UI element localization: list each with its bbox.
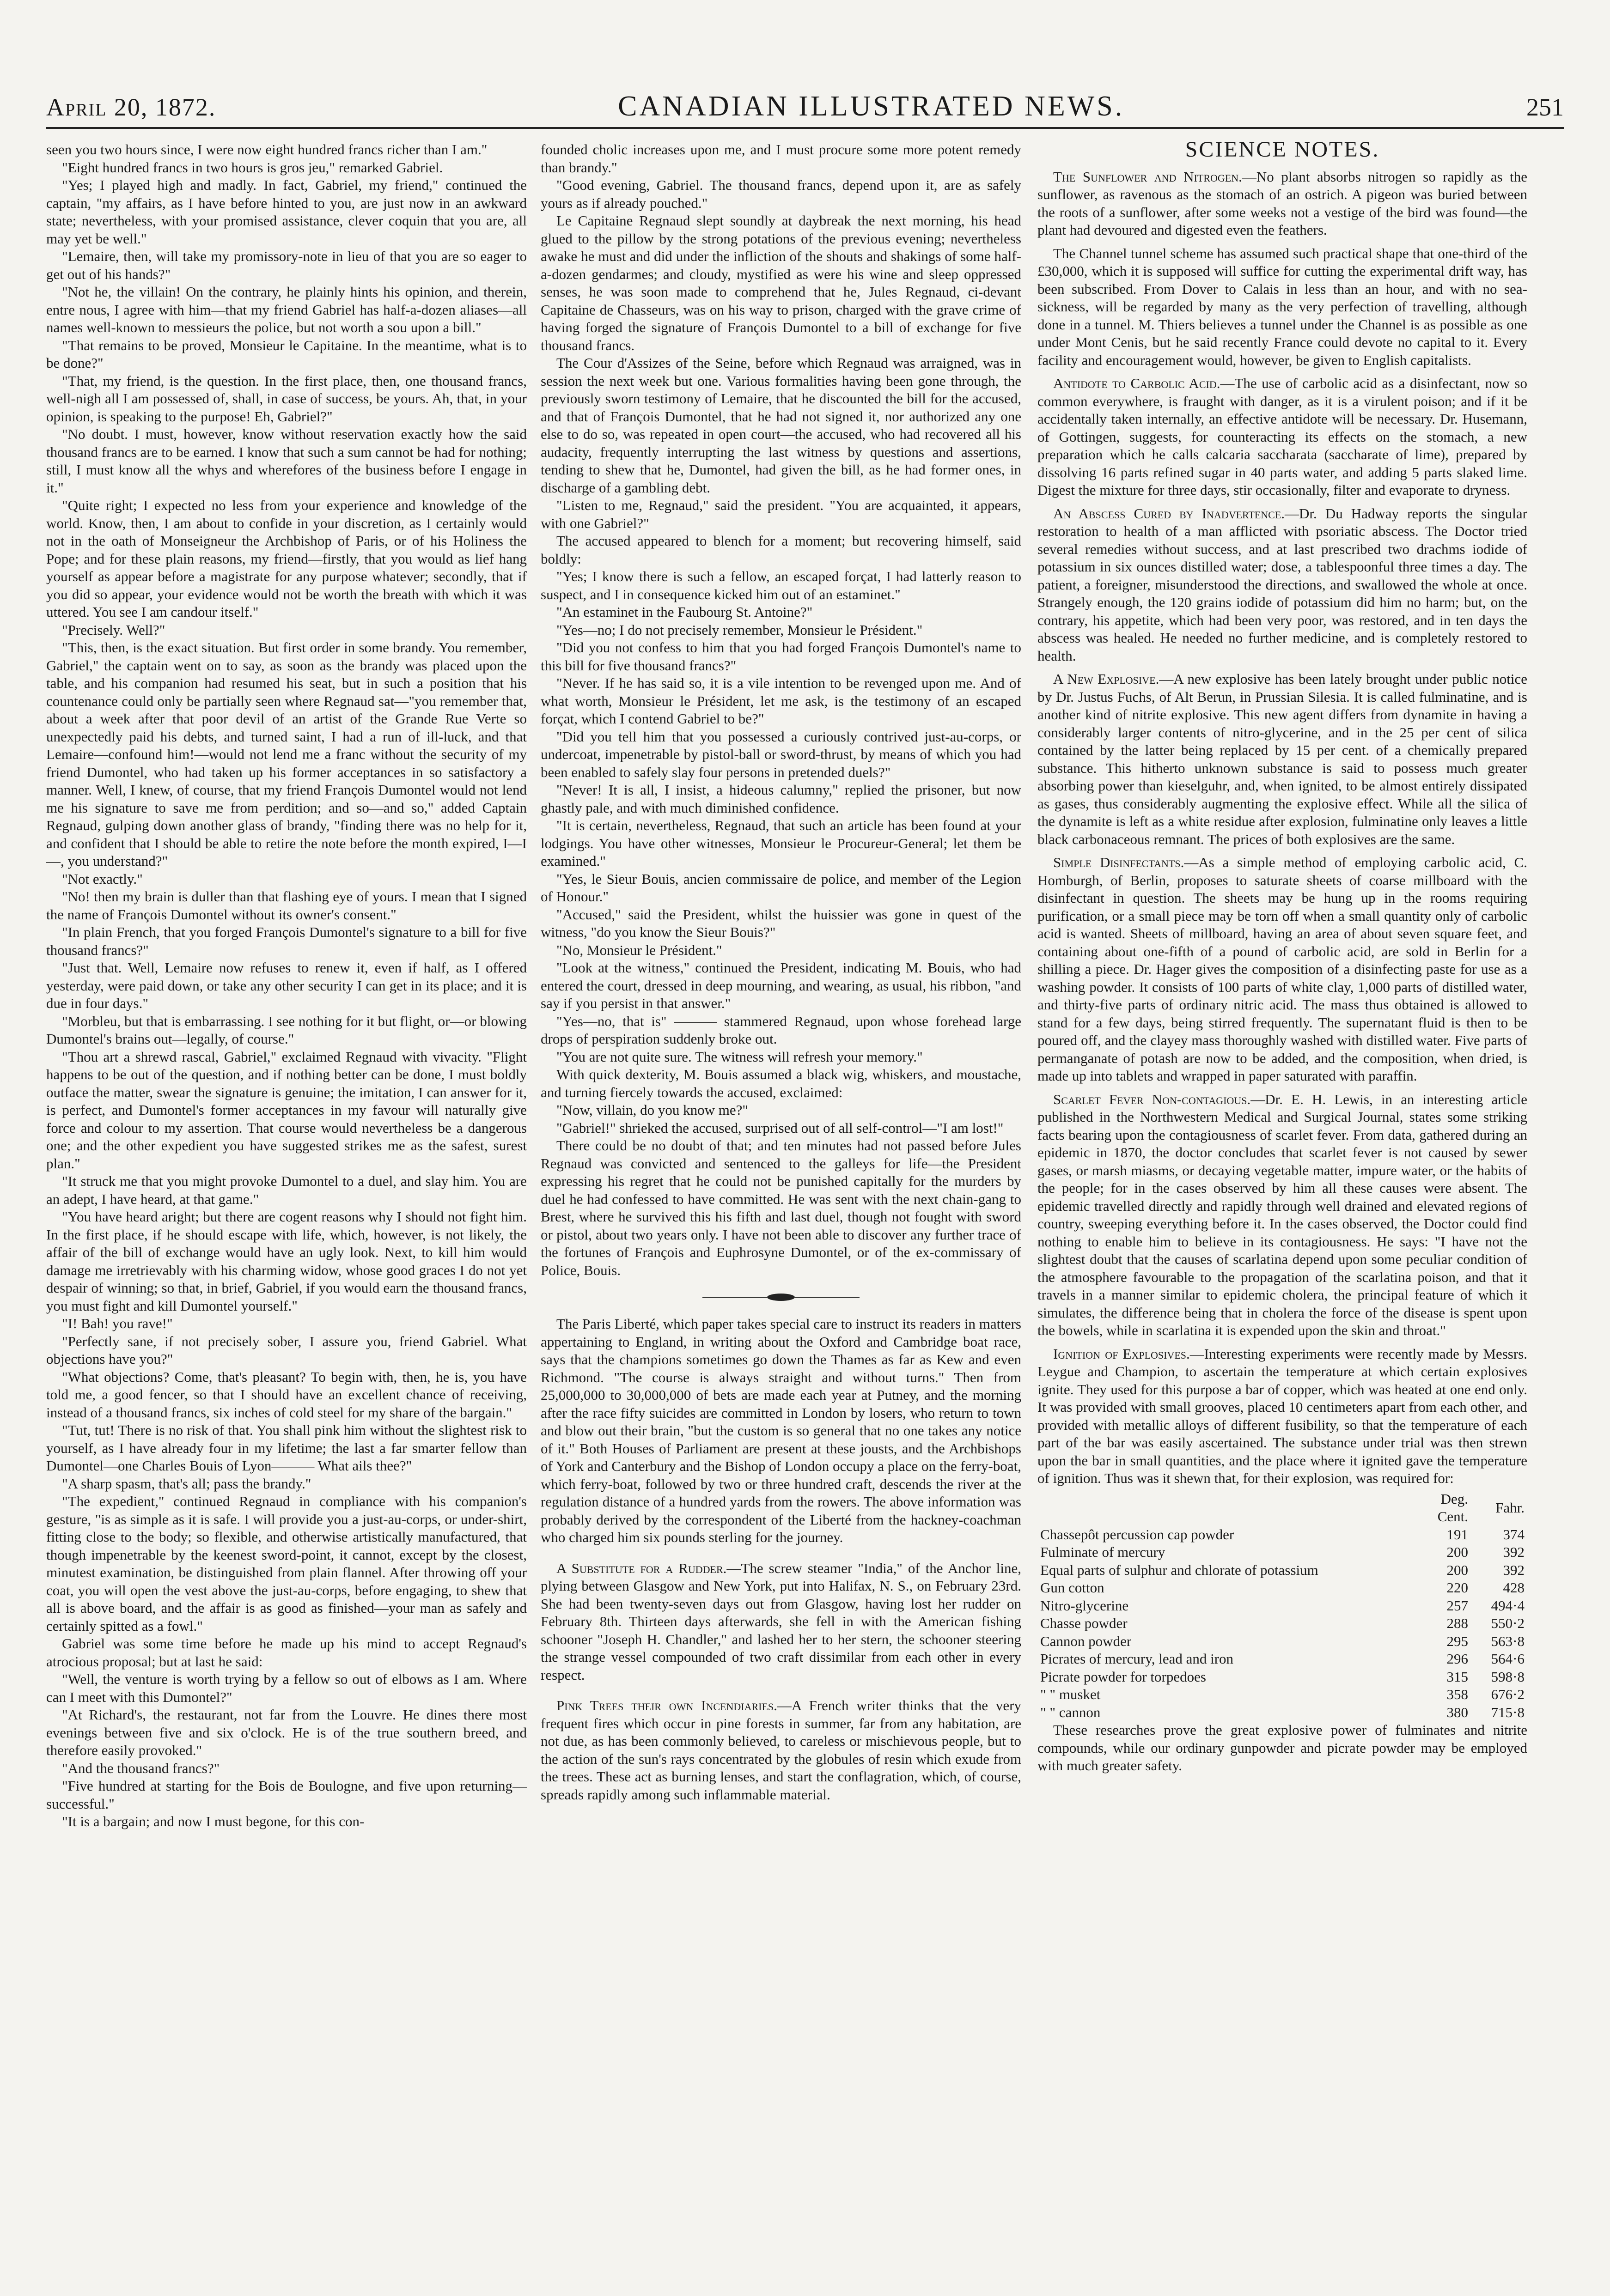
paragraph: "Did you tell him that you possessed a curiously contrived just-au-corps, or undercoat, impenetrable by pistol-ball or sword-thrust, by means of which you had been enabled to safely slay four persons in pretended duels?" [541,728,1021,780]
paragraph: "No, Monsieur le Président." [556,941,722,958]
paragraph: "Yes—no; I do not precisely remember, Monsieur le Président." [556,621,923,638]
paragraph: "Yes; I played high and madly. In fact, Gabriel, my friend," continued the captain, "my affairs, as I have before hinted to you, are just now in an awkward state; nevertheless, with your promised assistance, clever coquin that you are, all may yet be well." [46,177,527,247]
table-cell-fahr: 564·6 [1491,1651,1525,1667]
paragraph-body: —A French writer thinks that the very frequent fires which occur in pine forests in summer, far from any habitation, are not due, as has been commonly believed, to careless or mischievous people, but to the action of the sun's rays concentrated by the globules of resin which exude from the trees. These act as burning lenses, and start the conflagration, which, of course, spreads rapidly among such inflammable material. [541,1697,1021,1803]
paragraph: "Good evening, Gabriel. The thousand francs, depend upon it, are as safely yours as if already pouched." [541,177,1021,211]
paragraph: "Just that. Well, Lemaire now refuses to renew it, even if half, as I offered yesterday, were paid down, or take any other security I can get in its place; and it is due in four days." [46,960,527,1011]
paragraph: "No! then my brain is duller than that flashing eye of yours. I mean that I signed the name of François Dumontel without its owner's consent." [46,888,527,923]
paragraph: The Paris Liberté, which paper takes special care to instruct its readers in matters appertaining to England, in writing about the Oxford and Cambridge boat race, says that the champions sometimes go down the Thames as far as Kew and even Richmond. "The course is always straight and without turns." Then from 25,000,000 to 30,000,000 of bets are made each year at Putney, and the morning after the race fifty suicides are committed in London by losers, who return to town and blow out their brain, "but the custom is so general that no one takes any notice of it." Both Houses of Parliament are present at these jousts, and the Archbishops of York and Canterbury and the Bishop of London occupy a place on the ferry-boat, which ferry-boat, followed by two or three hundred craft, descends the river at the regulation distance of a hundred yards from the rowers. The above information was probably derived by the correspondent of the Liberté from the hackney-coachman who charged him six pounds sterling for the journey. [541,1316,1021,1545]
paragraph: "In plain French, that you forged François Dumontel's signature to a bill for five thousand francs?" [46,924,527,958]
table-row [1037,1615,1527,1633]
table-header-fahr: Fahr. [1495,1499,1525,1516]
table-cell-name: " " cannon [1040,1704,1101,1720]
paragraph: "Gabriel!" shrieked the accused, surprised out of all self-control—"I am lost!" [556,1119,1004,1136]
table-row [1037,1597,1527,1615]
paragraph [541,1560,1021,1684]
table-cell-fahr: 598·8 [1491,1668,1525,1685]
column-3 [1037,141,1527,2257]
table-cell-cent: 315 [1446,1668,1468,1685]
paragraph: Le Capitaine Regnaud slept soundly at daybreak the next morning, his head glued to the pillow by the strong potations of the previous evening; nevertheless awake he must and did under the infliction of the shouts and shakings of some half-a-dozen gendarmes; and cloudy, mystified as were his wine and sleep oppressed senses, he was soon made to comprehend that he, Jules Regnaud, ci-devant Capitaine de Chasseurs, was on his way to prison, charged with the grave crime of having forged the signature of François Dumontel to a bill of exchange for five thousand francs. [541,213,1021,353]
paragraph: "Eight hundred francs in two hours is gros jeu," remarked Gabriel. [62,159,443,176]
table-cell-name: Chassepôt percussion cap powder [1040,1526,1234,1543]
ignition-temperature-table [1037,1490,1527,1722]
table-cell-fahr: 494·4 [1491,1597,1525,1614]
paragraph [1037,1091,1527,1340]
paragraph: "I! Bah! you rave!" [62,1315,173,1331]
table-cell-name: Picrates of mercury, lead and iron [1040,1651,1234,1667]
column-1 [46,141,527,2257]
paragraph-body: —Dr. E. H. Lewis, in an interesting article published in the Northwestern Medical and Surgical Journal, states some striking facts bearing upon the contagiousness of scarlet fever. From data, gathered during an epidemic in 1870, the doctor concludes that scarlet fever is not caused by sewer gases, or marsh miasms, or decaying vegetable matter, impure water, or the habits of the people; for in the cases observed by him all these causes were absent. The epidemic travelled directly and rapidly through well drained and elevated regions of country, sweeping everything before it. In the cases observed, the Doctor could find nothing to enable him to believe in its contagiousness. He says: "I have not the slightest doubt that the causes of scarlatina depend upon some peculiar condition of the atmosphere favourable to the propagation of the scarlatina poison, and that it travels in a manner similar to epidemic cholera, the principal feature of which it simulates, the difference being that in cholera the force of the disease is spent upon the bowels, while in scarlatina it is expended upon the skin and throat." [1037,1091,1527,1338]
paragraph: There could be no doubt of that; and ten minutes had not passed before Jules Regnaud was convicted and sentenced to the galleys for life—the President expressing his regret that he could not be punished capitally for the murders by duel he had confessed to have committed. He was sent with the next chain-gang to Brest, where he survived this his fifth and last duel, though not fought with sword or pistol, about two years only. I have not been able to discover any further trace of the fortunes of François and Euphrosyne Dumontel, or of the ex-commissary of Police, Bouis. [541,1137,1021,1278]
paragraph: "At Richard's, the restaurant, not far from the Louvre. He dines there most evenings between five and six o'clock. He is of the true southern breed, and therefore easily provoked." [46,1707,527,1758]
paragraph-body: —Interesting experiments were recently made by Messrs. Leygue and Champion, to ascertain the temperature at which certain explosives ignite. They used for this purpose a bar of copper, which was heated at one end only. It was provided with small grooves, placed 10 centimeters apart from each other, and provided with metallic alloys of different fusibility, so that the temperature of each part of the bar was easily ascertained. The substance under trial was then strewn upon the bar in small quantities, and the place where it ignited gave the temperature of ignition. Thus was it shewn that, for their explosion, was required for: [1037,1345,1527,1486]
paragraph [1037,375,1527,499]
paragraph [541,1697,1021,1804]
paragraph: "It struck me that you might provoke Dumontel to a duel, and slay him. You are an adept, I have heard, at that game." [46,1173,527,1207]
paragraph: "It is a bargain; and now I must begone, for this con- [62,1813,365,1829]
table-row [1037,1561,1527,1579]
paragraph: "Not he, the villain! On the contrary, he plainly hints his opinion, and therein, entre nous, I agree with him—that my friend Gabriel has half-a-dozen aliases—all names well-known to messieurs the police, but not worth a sou upon a bill." [46,284,527,335]
table-cell-fahr: 374 [1503,1526,1525,1543]
table-cell-name: Fulminate of mercury [1040,1544,1165,1560]
paragraph: Gabriel was some time before he made up his mind to accept Regnaud's atrocious proposal; but at last he said: [46,1635,527,1670]
table-row [1037,1668,1527,1686]
paragraph [1037,670,1527,848]
page-number: 251 [1526,93,1564,121]
table-cell-fahr: 392 [1503,1544,1525,1560]
paragraph: "You are not quite sure. The witness will refresh your memory." [556,1048,923,1065]
table-cell-name: Gun cotton [1040,1579,1104,1596]
table-cell-fahr: 715·8 [1491,1704,1525,1720]
paragraph: "Did you not confess to him that you had forged François Dumontel's name to this bill for five thousand francs?" [541,639,1021,674]
table-cell-name: Equal parts of sulphur and chlorate of potassium [1040,1561,1318,1578]
paragraph: "A sharp spasm, that's all; pass the brandy." [62,1475,311,1492]
paragraph: "Now, villain, do you know me?" [556,1102,749,1118]
table-cell-cent: 380 [1446,1704,1468,1720]
paragraph: "That remains to be proved, Monsieur le Capitaine. In the meantime, what is to be done?" [46,337,527,371]
paragraph: "Well, the venture is worth trying by a fellow so out of elbows as I am. Where can I meet with this Dumontel?" [46,1671,527,1705]
ornament-divider-icon [693,1292,869,1303]
paragraph-body: —No plant absorbs nitrogen so rapidly as the sunflower, as ravenous as the stomach of an ostrich. A pigeon was buried between the roots of a sunflower, after some weeks not a vestige of the bird was found—the plant had devoured and digested even the feathers. [1037,168,1527,238]
paragraph: "No doubt. I must, however, know without reservation exactly how the said thousand francs are to be earned. I know that such a sum cannot be had for nothing; still, I must know all the whys and wherefores of the business before I engage in it." [46,426,527,496]
paragraph: "Perfectly sane, if not precisely sober, I assure you, friend Gabriel. What objections have you?" [46,1333,527,1367]
paragraph: "This, then, is the exact situation. But first order in some brandy. You remember, Gabriel," the captain went on to say, as soon as the brandy was placed upon the table, and his companion had resumed his seat, but in such a position that his countenance could only be partially seen where Regnaud sat—"you remember that, about a week after that poor devil of an artist of the Grande Rue Verte so unexpectedly paid his debts, and turned saint, I had a run of ill-luck, and that Lemaire—confound him!—would not lend me a franc without the security of my friend Dumontel, who had taken up his former acceptances in so satisfactory a manner. Well, I knew, of course, that my friend François Dumontel would not lend me his signature to save me from perdition; and so—and so," added Captain Regnaud, gulping down another glass of brandy, "finding there was no help for it, and confident that I should be able to retire the note before the month expired, I—I—, you understand?" [46,639,527,869]
table-row [1037,1704,1527,1722]
masthead-title: CANADIAN ILLUSTRATED NEWS. [618,91,1125,122]
table-cell-cent: 191 [1446,1526,1468,1543]
table-cell-cent: 358 [1446,1686,1468,1702]
paragraph: "The expedient," continued Regnaud in compliance with his companion's gesture, "is as simple as it is safe. I will provide you a just-au-corps, or under-shirt, fitting close to the body; so flexible, and otherwise artistically manufactured, that though impenetrable by the keenest sword-point, it cannot, except by the closest, minutest examination, be distinguished from plain flannel. After throwing off your coat, you will open the vest above the just-au-corps, before engaging, to shew that all is above board, and the affair is as good as finished—your man as safely and certainly spitted as a fowl." [46,1493,527,1634]
table-row [1037,1579,1527,1597]
paragraph: "You have heard aright; but there are cogent reasons why I should not fight him. In the first place, if he should escape with life, which, however, is not likely, the affair of the bill of exchange would have an ugly look. Next, to kill him would damage me irretrievably with his charming widow, whose good graces I do not yet despair of winning; so that, in brief, Gabriel, if you would earn the thousand francs, you must fight and kill Dumontel yourself." [46,1209,527,1314]
paragraph-heading: Ignition of Explosives. [1053,1345,1190,1362]
paragraph-heading: The Sunflower and Nitrogen. [1053,168,1242,185]
paragraph-heading: Antidote to Carbolic Acid. [1053,375,1220,391]
paragraph-body: —A new explosive has been lately brought under public notice by Dr. Justus Fuchs, of Alt Berun, in Prussian Silesia. It is called fulminatine, and is another kind of nitrite explosive. This new agent differs from dynamite in having a considerably larger contents of nitro-glycerine, and in the 25 per cent of silica contained by the latter being replaced by 15 per cent. of a chemically prepared substance. This hitherto unknown substance is said to possess much greater absorbing power than kieselguhr, and, when ignited, to be almost entirely dissipated as gases, thus considerably augmenting the explosive effect. While all the silica of the dynamite is left as a white residue after explosion, fulminatine only leaves a little black carbonaceous remnant. The prices of both explosives are the same. [1037,671,1527,847]
paragraph: "Tut, tut! There is no risk of that. You shall pink him without the slightest risk to yourself, as I have already four in my lifetime; the last a far smarter fellow than Dumontel—one Charles Bouis of Lyon——— What ails thee?" [46,1422,527,1474]
paragraph: "Yes, le Sieur Bouis, ancien commissaire de police, and member of the Legion of Honour." [541,870,1021,905]
paragraph-body: —The use of carbolic acid as a disinfectant, now so common everywhere, is fraught with danger, as it is a virulent poison; and if it be accidentally taken internally, an effective antidote will be necessary. Dr. Husemann, of Gottingen, suggests, for counteracting its effects on the stomach, a new preparation which he calls calcaria saccharata (saccharate of lime), prepared by dissolving 16 parts refined sugar in 40 parts water, and adding 5 parts slaked lime. Digest the mixture for three days, stir occasionally, filter and evaporate to dryness. [1037,375,1527,498]
paragraph: "Quite right; I expected no less from your experience and knowledge of the world. Know, then, I am about to confide in your discretion, as I certainly would not in the oath of Monseigneur the Archbishop of Paris, or of his Holiness the Pope; and for these plain reasons, my friend—firstly, that you would as lief hang yourself as appear before a magistrate for any purpose whatever; secondly, that if you did so appear, your evidence would not be worth the breath with which it was uttered. You see I am candour itself." [46,497,527,620]
table-cell-cent: 288 [1446,1615,1468,1631]
table-cell-cent: 200 [1446,1561,1468,1578]
paragraph-body: —As a simple method of employing carbolic acid, C. Homburgh, of Berlin, proposes to saturate sheets of coarse millboard with the disinfectant in question. The sheets may be hung up in the rooms requiring purification, or a small piece may be torn off when a small quantity only of carbolic acid is wanted. Sheets of millboard, having an area of about seven square feet, and containing about one-fifth of a pound of carbolic acid, are sold in Berlin for a shilling a piece. Dr. Hager gives the composition of a disinfecting paste for use as a washing powder. It consists of 100 parts of white clay, 1,000 parts of distilled water, and thirty-five parts of ordinary nitric acid. The mass thus obtained is allowed to stand for a few days, being stirred frequently. The supernatant fluid is then to be poured off, and the clayey mass thoroughly washed with distilled water. Five parts of permanganate of potash are now to be added, and the composition, when dried, is made up into tablets and wrapped in paper saturated with paraffin. [1037,854,1527,1084]
table-cell-cent: 296 [1446,1651,1468,1667]
paragraph: "Listen to me, Regnaud," said the president. "You are acquainted, it appears, with one Gabriel?" [541,497,1021,531]
paragraph: "And the thousand francs?" [62,1760,220,1776]
paragraph: "Accused," said the President, whilst the huissier was gone in quest of the witness, "do you know the Sieur Bouis?" [541,906,1021,940]
column-2 [541,141,1021,2257]
paragraph: founded cholic increases upon me, and I must procure some more potent remedy than brandy." [541,141,1021,176]
table-cell-name: Cannon powder [1040,1633,1132,1649]
paragraph: "Never! It is all, I insist, a hideous calumny," replied the prisoner, but now ghastly pale, and with much diminished confidence. [541,782,1021,816]
paragraph: "It is certain, nevertheless, Regnaud, that such an article has been found at your lodgings. You have other witnesses, Monsieur le Procureur-General; let them be examined." [541,817,1021,869]
paragraph: "Not exactly." [62,870,143,887]
table-cell-name: Chasse powder [1040,1615,1128,1631]
paragraph-body: —Dr. Du Hadway reports the singular restoration to health of a man afflicted with psoriatic abscess. The Doctor tried several remedies without success, and at last prescribed two drachms iodide of potassium in six ounces distilled water; dose, a tablespoonful three times a day. The patient, a foreigner, misunderstood the directions, and swallowed the whole at once. Strangely enough, the 120 grains iodide of potassium did him no harm; but, on the contrary, his appetite, which had been very poor, was restored, and in ten days the abscess was healed. He needed no further medicine, and is completely restored to health. [1037,505,1527,664]
paragraph: "Lemaire, then, will take my promissory-note in lieu of that you are so eager to get out of his hands?" [46,248,527,282]
table-cell-name: Nitro-glycerine [1040,1597,1129,1614]
paragraph: "An estaminet in the Faubourg St. Antoine?" [556,604,813,620]
paragraph-heading: Scarlet Fever Non-contagious. [1053,1091,1251,1107]
paragraph: The accused appeared to blench for a moment; but recovering himself, said boldly: [541,533,1021,567]
paragraph: "Look at the witness," continued the President, indicating M. Bouis, who had entered the court, dressed in deep mourning, and wearing, as usual, his ribbon, "and say if you persist in that answer." [541,960,1021,1011]
paragraph: These researches prove the great explosive power of fulminates and nitrite compounds, while our ordinary gunpowder and picrate powder may be employed with much greater safety. [1037,1722,1527,1774]
paragraph: seen you two hours since, I were now eight hundred francs richer than I am." [46,141,488,158]
paragraph: "Yes—no, that is" ——— stammered Regnaud, upon whose forehead large drops of perspiration suddenly broke out. [541,1013,1021,1047]
table-cell-cent: 257 [1446,1597,1468,1614]
paragraph [1037,505,1527,665]
paragraph: "Thou art a shrewd rascal, Gabriel," exclaimed Regnaud with vivacity. "Flight happens to be out of the question, and if nothing better can be done, I must boldly outface the matter, swear the signature is genuine; the imitation, I can answer for it, is perfect, and Dumontel's former acceptances in my favour will naturally give force and colour to my assertion. That course would nevertheless be a dangerous one; and the other expedient you have suggested strikes me as the safest, surest plan." [46,1048,527,1172]
paragraph-heading: Simple Disinfectants. [1053,854,1184,870]
paragraph: "Precisely. Well?" [62,621,165,638]
paragraph: "Morbleu, but that is embarrassing. I see nothing for it but flight, or—or blowing Dumontel's brains out—legally, of course." [46,1013,527,1047]
paragraph: With quick dexterity, M. Bouis assumed a black wig, whiskers, and moustache, and turning fiercely towards the accused, exclaimed: [541,1066,1021,1100]
paragraph [1037,854,1527,1085]
issue-date: April 20, 1872. [46,93,216,121]
table-cell-fahr: 428 [1503,1579,1525,1596]
table-cell-fahr: 550·2 [1491,1615,1525,1631]
table-header-row [1037,1490,1527,1526]
table-row [1037,1686,1527,1704]
paragraph: "Five hundred at starting for the Bois de Boulogne, and five upon returning—successful." [46,1778,527,1812]
table-cell-name: " " musket [1040,1686,1101,1702]
table-cell-fahr: 563·8 [1491,1633,1525,1649]
paragraph-heading: Pink Trees their own Incendiaries. [556,1697,777,1713]
paragraph: The Cour d'Assizes of the Seine, before which Regnaud was arraigned, was in session the next week but one. Various formalities having been gone through, the previously sworn testimony of Lemaire, that he discounted the bill for the accused, and that of François Dumontel, that he had not signed it, nor authorized any one else to do so, was repeated in open court—the accused, who had recovered all his audacity, frequently interrupting the last witness by questions and assertions, tending to shew that he, Dumontel, had given the bill, as he had former ones, in discharge of a gambling debt. [541,355,1021,496]
table-header-name [1037,1490,1415,1526]
table-row [1037,1526,1527,1544]
table-row [1037,1633,1527,1651]
paragraph-heading: An Abscess Cured by Inadvertence. [1053,505,1285,522]
table-row [1037,1543,1527,1561]
paragraph-heading: A Substitute for a Rudder. [556,1560,727,1576]
paragraph-body: —The screw steamer "India," of the Anchor line, plying between Glasgow and New York, put into Halifax, N. S., on February 23rd. She had been twenty-seven days out from Glasgow, having lost her rudder on February 8th. Thirteen days afterwards, she fell in with the American fishing schooner "Joseph H. Chandler," and lashed her to her stern, the schooner steering the strange vessel compounded of two craft dissimilar from each other in every respect. [541,1560,1021,1683]
section-divider [541,1286,1021,1309]
table-cell-fahr: 392 [1503,1561,1525,1578]
table-cell-fahr: 676·2 [1491,1686,1525,1702]
paragraph [1037,1345,1527,1488]
table-cell-name: Picrate powder for torpedoes [1040,1668,1206,1685]
paragraph: "Never. If he has said so, it is a vile intention to be revenged upon me. And of what worth, Monsieur le Président, let me ask, is the testimony of an escaped forçat, which I contend Gabriel to be?" [541,675,1021,727]
paragraph: "Yes; I know there is such a fellow, an escaped forçat, I had latterly reason to suspect, and I in consequence kicked him out of an estaminet." [541,568,1021,602]
table-row [1037,1650,1527,1668]
paragraph-heading: A New Explosive. [1053,671,1159,687]
paragraph: "What objections? Come, that's pleasant? To begin with, then, he is, you have told me, a good fencer, so that I should have an excellent chance of receiving, instead of a thousand francs, six inches of cold steel for my share of the bargain." [46,1368,527,1421]
paragraph [1037,168,1527,239]
paragraph: The Channel tunnel scheme has assumed such practical shape that one-third of the £30,000, which it is supposed will suffice for cutting the experimental drift way, has been subscribed. From Dover to Calais in less than an hour, and with no sea-sickness, will be regarded by many as the very perfection of travelling, although done in a tunnel. M. Thiers believes a tunnel under the Channel is as possible as one under Mont Cenis, but he said recently France could devote no capital to it. Every facility and encouragement would, however, be given to English capitalists. [1037,245,1527,368]
table-cell-cent: 200 [1446,1544,1468,1560]
table-header-cent: Deg. Cent. [1437,1490,1468,1525]
page-header [46,90,1564,129]
section-title: SCIENCE NOTES. [1185,141,1380,162]
paragraph: "That, my friend, is the question. In the first place, then, one thousand francs, well-nigh all I am possessed of, shall, in case of success, be yours. Ah, that, in your opinion, is speaking to the purpose! Eh, Gabriel?" [46,372,527,425]
table-cell-cent: 220 [1446,1579,1468,1596]
table-cell-cent: 295 [1446,1633,1468,1649]
